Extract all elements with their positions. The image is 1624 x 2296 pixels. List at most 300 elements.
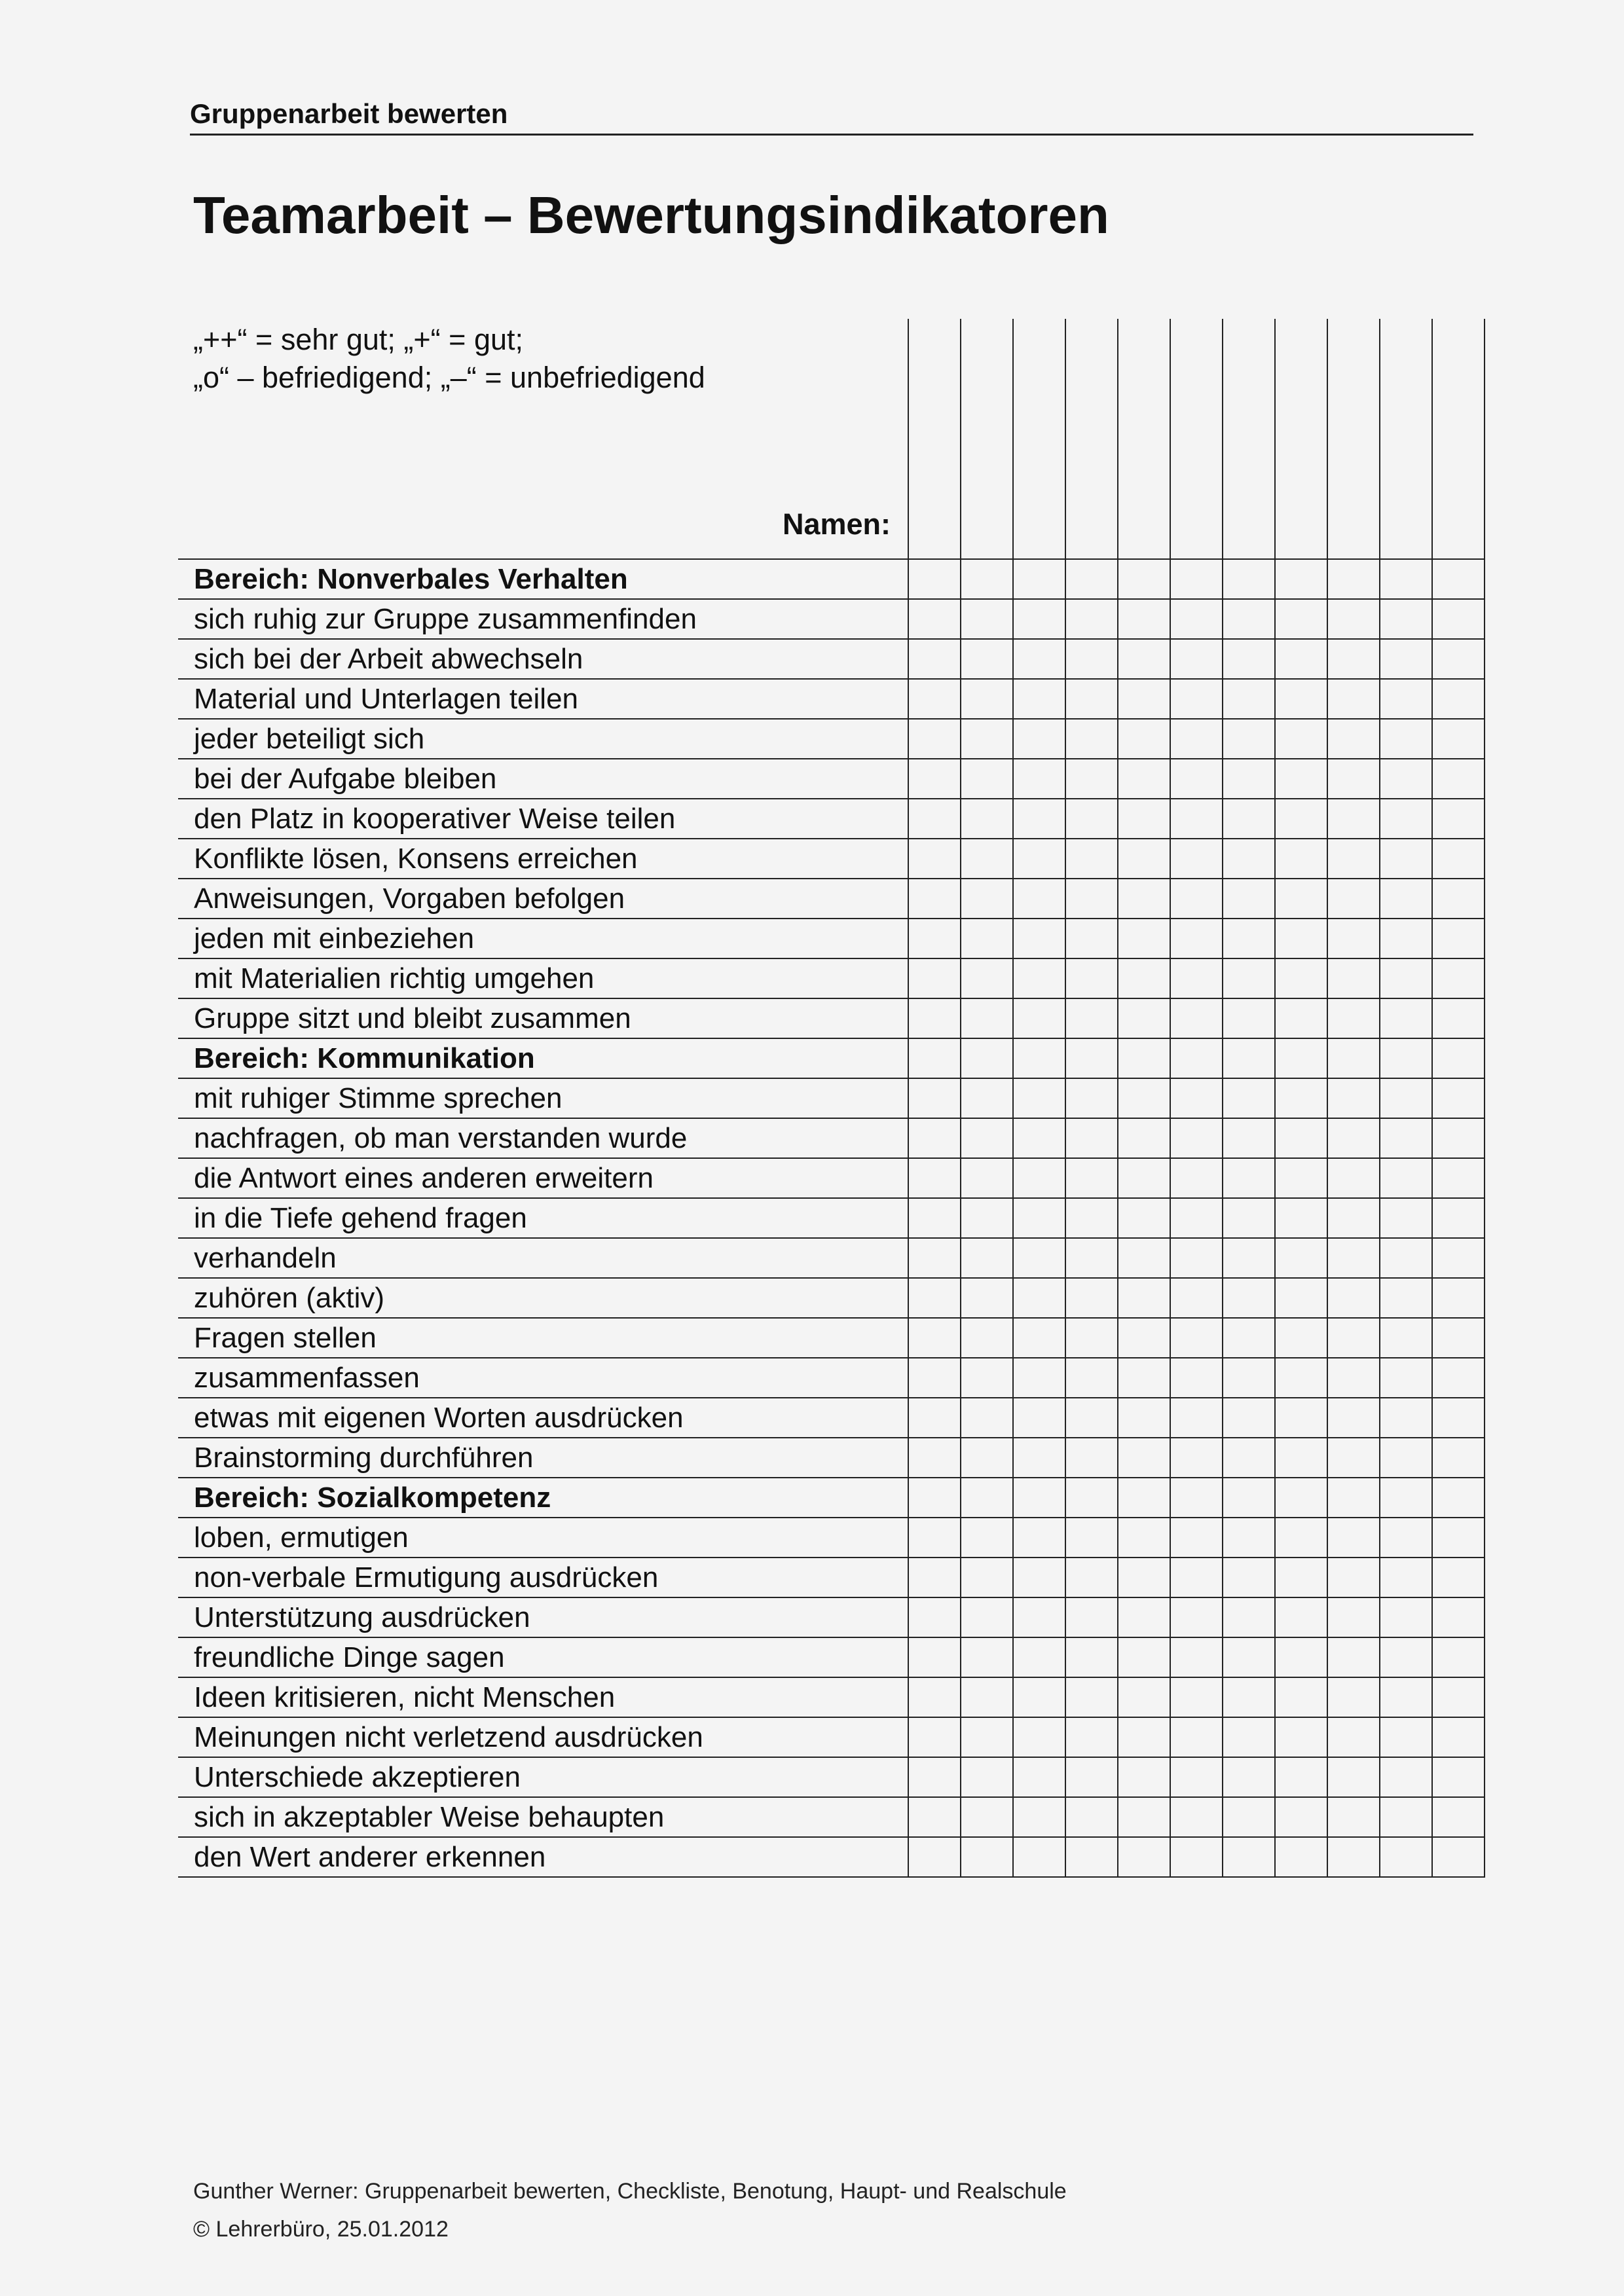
rating-cell[interactable] xyxy=(1380,1318,1432,1358)
rating-cell[interactable] xyxy=(961,1238,1013,1278)
rating-cell[interactable] xyxy=(908,998,961,1038)
rating-cell[interactable] xyxy=(1432,1637,1485,1677)
rating-cell[interactable] xyxy=(1118,1358,1170,1398)
rating-cell[interactable] xyxy=(1327,1038,1380,1078)
rating-cell[interactable] xyxy=(1065,1757,1118,1797)
rating-cell[interactable] xyxy=(1432,1438,1485,1478)
rating-cell[interactable] xyxy=(1327,1118,1380,1158)
rating-cell[interactable] xyxy=(908,759,961,799)
rating-cell[interactable] xyxy=(1432,559,1485,599)
rating-cell[interactable] xyxy=(1275,1677,1327,1717)
rating-cell[interactable] xyxy=(1380,879,1432,919)
rating-cell[interactable] xyxy=(1327,1398,1380,1438)
rating-cell[interactable] xyxy=(1013,879,1065,919)
rating-cell[interactable] xyxy=(908,559,961,599)
rating-cell[interactable] xyxy=(1327,1278,1380,1318)
rating-cell[interactable] xyxy=(908,1078,961,1118)
rating-cell[interactable] xyxy=(1065,1358,1118,1398)
rating-cell[interactable] xyxy=(1118,919,1170,958)
rating-cell[interactable] xyxy=(1118,1398,1170,1438)
rating-cell[interactable] xyxy=(1170,1198,1223,1238)
rating-cell[interactable] xyxy=(1170,1318,1223,1358)
rating-cell[interactable] xyxy=(1223,1198,1275,1238)
rating-cell[interactable] xyxy=(908,1597,961,1637)
rating-cell[interactable] xyxy=(1170,1677,1223,1717)
rating-cell[interactable] xyxy=(1223,1438,1275,1478)
rating-cell[interactable] xyxy=(1327,1478,1380,1518)
rating-cell[interactable] xyxy=(1380,1238,1432,1278)
rating-cell[interactable] xyxy=(961,1797,1013,1837)
rating-cell[interactable] xyxy=(1065,1478,1118,1518)
rating-cell[interactable] xyxy=(1380,1398,1432,1438)
rating-cell[interactable] xyxy=(1118,1558,1170,1597)
rating-cell[interactable] xyxy=(1275,958,1327,998)
rating-cell[interactable] xyxy=(1118,1677,1170,1717)
rating-cell[interactable] xyxy=(1065,1158,1118,1198)
rating-cell[interactable] xyxy=(1013,1278,1065,1318)
rating-cell[interactable] xyxy=(1432,1478,1485,1518)
rating-cell[interactable] xyxy=(908,639,961,679)
rating-cell[interactable] xyxy=(1013,1238,1065,1278)
rating-cell[interactable] xyxy=(1118,1318,1170,1358)
rating-cell[interactable] xyxy=(1275,799,1327,839)
rating-cell[interactable] xyxy=(1118,1438,1170,1478)
rating-cell[interactable] xyxy=(908,1278,961,1318)
rating-cell[interactable] xyxy=(1275,679,1327,719)
rating-cell[interactable] xyxy=(908,1797,961,1837)
rating-cell[interactable] xyxy=(1013,1717,1065,1757)
rating-cell[interactable] xyxy=(1170,1478,1223,1518)
rating-cell[interactable] xyxy=(1380,1677,1432,1717)
rating-cell[interactable] xyxy=(1380,1078,1432,1118)
rating-cell[interactable] xyxy=(1275,719,1327,759)
rating-cell[interactable] xyxy=(1432,1597,1485,1637)
rating-cell[interactable] xyxy=(1223,919,1275,958)
rating-cell[interactable] xyxy=(1380,1717,1432,1757)
name-header-cell[interactable] xyxy=(1223,319,1275,559)
rating-cell[interactable] xyxy=(1327,879,1380,919)
rating-cell[interactable] xyxy=(1380,1478,1432,1518)
rating-cell[interactable] xyxy=(1013,639,1065,679)
name-header-cell[interactable] xyxy=(1170,319,1223,559)
rating-cell[interactable] xyxy=(1170,1837,1223,1877)
rating-cell[interactable] xyxy=(1170,1078,1223,1118)
rating-cell[interactable] xyxy=(961,1318,1013,1358)
name-header-cell[interactable] xyxy=(1118,319,1170,559)
rating-cell[interactable] xyxy=(1327,719,1380,759)
rating-cell[interactable] xyxy=(1432,879,1485,919)
rating-cell[interactable] xyxy=(1223,1238,1275,1278)
rating-cell[interactable] xyxy=(1118,1158,1170,1198)
rating-cell[interactable] xyxy=(1013,599,1065,639)
rating-cell[interactable] xyxy=(961,719,1013,759)
rating-cell[interactable] xyxy=(1223,1038,1275,1078)
rating-cell[interactable] xyxy=(1380,1558,1432,1597)
rating-cell[interactable] xyxy=(1275,1637,1327,1677)
rating-cell[interactable] xyxy=(1065,1278,1118,1318)
rating-cell[interactable] xyxy=(1327,1797,1380,1837)
rating-cell[interactable] xyxy=(961,1518,1013,1558)
rating-cell[interactable] xyxy=(1432,719,1485,759)
rating-cell[interactable] xyxy=(1065,1518,1118,1558)
rating-cell[interactable] xyxy=(908,1837,961,1877)
rating-cell[interactable] xyxy=(1065,919,1118,958)
rating-cell[interactable] xyxy=(1065,719,1118,759)
rating-cell[interactable] xyxy=(1380,1797,1432,1837)
rating-cell[interactable] xyxy=(1327,1558,1380,1597)
rating-cell[interactable] xyxy=(1223,639,1275,679)
rating-cell[interactable] xyxy=(1432,1118,1485,1158)
rating-cell[interactable] xyxy=(1275,1717,1327,1757)
rating-cell[interactable] xyxy=(1013,679,1065,719)
name-header-cell[interactable] xyxy=(908,319,961,559)
rating-cell[interactable] xyxy=(1380,1158,1432,1198)
rating-cell[interactable] xyxy=(1118,799,1170,839)
rating-cell[interactable] xyxy=(1223,998,1275,1038)
rating-cell[interactable] xyxy=(1380,1518,1432,1558)
rating-cell[interactable] xyxy=(1432,1038,1485,1078)
rating-cell[interactable] xyxy=(1118,1757,1170,1797)
rating-cell[interactable] xyxy=(1275,919,1327,958)
rating-cell[interactable] xyxy=(1118,1478,1170,1518)
rating-cell[interactable] xyxy=(1223,1797,1275,1837)
rating-cell[interactable] xyxy=(1118,879,1170,919)
rating-cell[interactable] xyxy=(1275,1238,1327,1278)
rating-cell[interactable] xyxy=(961,1558,1013,1597)
rating-cell[interactable] xyxy=(1170,1597,1223,1637)
rating-cell[interactable] xyxy=(1223,599,1275,639)
rating-cell[interactable] xyxy=(1327,1358,1380,1398)
rating-cell[interactable] xyxy=(1013,1358,1065,1398)
rating-cell[interactable] xyxy=(1380,998,1432,1038)
rating-cell[interactable] xyxy=(1013,998,1065,1038)
rating-cell[interactable] xyxy=(908,1438,961,1478)
rating-cell[interactable] xyxy=(1065,1318,1118,1358)
rating-cell[interactable] xyxy=(1223,1118,1275,1158)
rating-cell[interactable] xyxy=(961,958,1013,998)
rating-cell[interactable] xyxy=(1432,1358,1485,1398)
rating-cell[interactable] xyxy=(908,1158,961,1198)
rating-cell[interactable] xyxy=(1275,1478,1327,1518)
rating-cell[interactable] xyxy=(1170,1038,1223,1078)
rating-cell[interactable] xyxy=(1380,759,1432,799)
rating-cell[interactable] xyxy=(1223,1637,1275,1677)
rating-cell[interactable] xyxy=(961,1837,1013,1877)
rating-cell[interactable] xyxy=(1223,1158,1275,1198)
rating-cell[interactable] xyxy=(1432,1677,1485,1717)
name-header-cell[interactable] xyxy=(1432,319,1485,559)
rating-cell[interactable] xyxy=(1118,1118,1170,1158)
name-header-cell[interactable] xyxy=(1013,319,1065,559)
rating-cell[interactable] xyxy=(961,998,1013,1038)
rating-cell[interactable] xyxy=(1223,1677,1275,1717)
rating-cell[interactable] xyxy=(1118,998,1170,1038)
rating-cell[interactable] xyxy=(1065,1837,1118,1877)
rating-cell[interactable] xyxy=(1432,1158,1485,1198)
rating-cell[interactable] xyxy=(1380,559,1432,599)
rating-cell[interactable] xyxy=(1065,1038,1118,1078)
rating-cell[interactable] xyxy=(1170,759,1223,799)
rating-cell[interactable] xyxy=(1275,1518,1327,1558)
rating-cell[interactable] xyxy=(1170,599,1223,639)
rating-cell[interactable] xyxy=(1327,599,1380,639)
rating-cell[interactable] xyxy=(1380,839,1432,879)
rating-cell[interactable] xyxy=(1275,1118,1327,1158)
rating-cell[interactable] xyxy=(1327,639,1380,679)
rating-cell[interactable] xyxy=(961,1158,1013,1198)
name-header-cell[interactable] xyxy=(1275,319,1327,559)
rating-cell[interactable] xyxy=(1170,1438,1223,1478)
rating-cell[interactable] xyxy=(1223,879,1275,919)
rating-cell[interactable] xyxy=(1275,1438,1327,1478)
rating-cell[interactable] xyxy=(1065,1597,1118,1637)
rating-cell[interactable] xyxy=(1327,1597,1380,1637)
rating-cell[interactable] xyxy=(1275,1278,1327,1318)
rating-cell[interactable] xyxy=(908,1677,961,1717)
rating-cell[interactable] xyxy=(1432,1797,1485,1837)
rating-cell[interactable] xyxy=(1275,879,1327,919)
rating-cell[interactable] xyxy=(1065,1637,1118,1677)
rating-cell[interactable] xyxy=(1118,958,1170,998)
rating-cell[interactable] xyxy=(1327,1677,1380,1717)
rating-cell[interactable] xyxy=(908,1398,961,1438)
rating-cell[interactable] xyxy=(1327,1078,1380,1118)
rating-cell[interactable] xyxy=(1275,1078,1327,1118)
rating-cell[interactable] xyxy=(961,1438,1013,1478)
rating-cell[interactable] xyxy=(1327,799,1380,839)
rating-cell[interactable] xyxy=(1118,1278,1170,1318)
rating-cell[interactable] xyxy=(1380,679,1432,719)
rating-cell[interactable] xyxy=(1065,1438,1118,1478)
rating-cell[interactable] xyxy=(908,1558,961,1597)
rating-cell[interactable] xyxy=(1275,839,1327,879)
rating-cell[interactable] xyxy=(1223,1757,1275,1797)
rating-cell[interactable] xyxy=(1170,639,1223,679)
rating-cell[interactable] xyxy=(961,639,1013,679)
rating-cell[interactable] xyxy=(1170,1238,1223,1278)
rating-cell[interactable] xyxy=(1065,1717,1118,1757)
rating-cell[interactable] xyxy=(908,1637,961,1677)
rating-cell[interactable] xyxy=(1118,1797,1170,1837)
rating-cell[interactable] xyxy=(908,1518,961,1558)
rating-cell[interactable] xyxy=(961,1398,1013,1438)
rating-cell[interactable] xyxy=(1013,1198,1065,1238)
rating-cell[interactable] xyxy=(1065,1198,1118,1238)
rating-cell[interactable] xyxy=(1327,839,1380,879)
rating-cell[interactable] xyxy=(1170,879,1223,919)
rating-cell[interactable] xyxy=(1065,879,1118,919)
rating-cell[interactable] xyxy=(1223,1318,1275,1358)
rating-cell[interactable] xyxy=(1170,1158,1223,1198)
rating-cell[interactable] xyxy=(1065,1118,1118,1158)
rating-cell[interactable] xyxy=(1432,1717,1485,1757)
rating-cell[interactable] xyxy=(961,1198,1013,1238)
rating-cell[interactable] xyxy=(961,759,1013,799)
rating-cell[interactable] xyxy=(908,1118,961,1158)
rating-cell[interactable] xyxy=(1118,1717,1170,1757)
rating-cell[interactable] xyxy=(1275,639,1327,679)
rating-cell[interactable] xyxy=(908,879,961,919)
rating-cell[interactable] xyxy=(1170,1558,1223,1597)
rating-cell[interactable] xyxy=(1013,1318,1065,1358)
rating-cell[interactable] xyxy=(1275,1318,1327,1358)
rating-cell[interactable] xyxy=(1065,599,1118,639)
rating-cell[interactable] xyxy=(1223,1078,1275,1118)
rating-cell[interactable] xyxy=(908,1238,961,1278)
rating-cell[interactable] xyxy=(1223,958,1275,998)
rating-cell[interactable] xyxy=(1065,1238,1118,1278)
rating-cell[interactable] xyxy=(1432,919,1485,958)
rating-cell[interactable] xyxy=(1013,1558,1065,1597)
rating-cell[interactable] xyxy=(1170,839,1223,879)
rating-cell[interactable] xyxy=(961,1038,1013,1078)
rating-cell[interactable] xyxy=(1170,958,1223,998)
rating-cell[interactable] xyxy=(1380,599,1432,639)
rating-cell[interactable] xyxy=(1065,679,1118,719)
rating-cell[interactable] xyxy=(1275,1837,1327,1877)
rating-cell[interactable] xyxy=(1013,1398,1065,1438)
rating-cell[interactable] xyxy=(1432,998,1485,1038)
rating-cell[interactable] xyxy=(1013,1438,1065,1478)
rating-cell[interactable] xyxy=(1327,679,1380,719)
rating-cell[interactable] xyxy=(1327,1158,1380,1198)
rating-cell[interactable] xyxy=(1432,1078,1485,1118)
rating-cell[interactable] xyxy=(1275,1158,1327,1198)
rating-cell[interactable] xyxy=(908,679,961,719)
rating-cell[interactable] xyxy=(1118,1198,1170,1238)
rating-cell[interactable] xyxy=(1327,1198,1380,1238)
rating-cell[interactable] xyxy=(1170,559,1223,599)
rating-cell[interactable] xyxy=(1223,1358,1275,1398)
rating-cell[interactable] xyxy=(1170,1518,1223,1558)
rating-cell[interactable] xyxy=(1013,759,1065,799)
rating-cell[interactable] xyxy=(1223,719,1275,759)
rating-cell[interactable] xyxy=(961,1118,1013,1158)
rating-cell[interactable] xyxy=(1223,1478,1275,1518)
rating-cell[interactable] xyxy=(908,839,961,879)
rating-cell[interactable] xyxy=(1380,1118,1432,1158)
rating-cell[interactable] xyxy=(961,919,1013,958)
rating-cell[interactable] xyxy=(908,1038,961,1078)
rating-cell[interactable] xyxy=(1432,1518,1485,1558)
name-header-cell[interactable] xyxy=(1327,319,1380,559)
rating-cell[interactable] xyxy=(1223,1717,1275,1757)
rating-cell[interactable] xyxy=(1170,1118,1223,1158)
rating-cell[interactable] xyxy=(1065,1398,1118,1438)
rating-cell[interactable] xyxy=(1275,1597,1327,1637)
rating-cell[interactable] xyxy=(1065,1677,1118,1717)
rating-cell[interactable] xyxy=(1432,1757,1485,1797)
rating-cell[interactable] xyxy=(1327,1238,1380,1278)
rating-cell[interactable] xyxy=(961,1278,1013,1318)
rating-cell[interactable] xyxy=(1118,559,1170,599)
rating-cell[interactable] xyxy=(961,1757,1013,1797)
rating-cell[interactable] xyxy=(1275,1757,1327,1797)
rating-cell[interactable] xyxy=(908,1717,961,1757)
rating-cell[interactable] xyxy=(1013,1637,1065,1677)
rating-cell[interactable] xyxy=(1432,1837,1485,1877)
rating-cell[interactable] xyxy=(1013,1478,1065,1518)
rating-cell[interactable] xyxy=(1223,1837,1275,1877)
rating-cell[interactable] xyxy=(1118,1238,1170,1278)
rating-cell[interactable] xyxy=(908,1757,961,1797)
rating-cell[interactable] xyxy=(1275,759,1327,799)
rating-cell[interactable] xyxy=(1327,1518,1380,1558)
name-header-cell[interactable] xyxy=(961,319,1013,559)
rating-cell[interactable] xyxy=(1380,719,1432,759)
rating-cell[interactable] xyxy=(908,719,961,759)
rating-cell[interactable] xyxy=(1170,1398,1223,1438)
rating-cell[interactable] xyxy=(1223,1518,1275,1558)
name-header-cell[interactable] xyxy=(1380,319,1432,559)
rating-cell[interactable] xyxy=(908,1358,961,1398)
rating-cell[interactable] xyxy=(1380,799,1432,839)
rating-cell[interactable] xyxy=(1432,759,1485,799)
rating-cell[interactable] xyxy=(1170,998,1223,1038)
rating-cell[interactable] xyxy=(908,599,961,639)
rating-cell[interactable] xyxy=(1380,1757,1432,1797)
rating-cell[interactable] xyxy=(1170,679,1223,719)
rating-cell[interactable] xyxy=(1380,1198,1432,1238)
rating-cell[interactable] xyxy=(1065,839,1118,879)
rating-cell[interactable] xyxy=(1432,1558,1485,1597)
rating-cell[interactable] xyxy=(1013,1518,1065,1558)
rating-cell[interactable] xyxy=(1013,1677,1065,1717)
rating-cell[interactable] xyxy=(1275,559,1327,599)
rating-cell[interactable] xyxy=(1065,759,1118,799)
rating-cell[interactable] xyxy=(961,1677,1013,1717)
rating-cell[interactable] xyxy=(1432,599,1485,639)
rating-cell[interactable] xyxy=(1380,1637,1432,1677)
rating-cell[interactable] xyxy=(1065,1797,1118,1837)
rating-cell[interactable] xyxy=(1118,1637,1170,1677)
rating-cell[interactable] xyxy=(961,1597,1013,1637)
rating-cell[interactable] xyxy=(1118,639,1170,679)
rating-cell[interactable] xyxy=(961,1358,1013,1398)
rating-cell[interactable] xyxy=(1432,1318,1485,1358)
rating-cell[interactable] xyxy=(1065,639,1118,679)
rating-cell[interactable] xyxy=(1223,1558,1275,1597)
rating-cell[interactable] xyxy=(1013,719,1065,759)
rating-cell[interactable] xyxy=(908,1478,961,1518)
rating-cell[interactable] xyxy=(1275,1797,1327,1837)
rating-cell[interactable] xyxy=(961,599,1013,639)
rating-cell[interactable] xyxy=(1327,958,1380,998)
rating-cell[interactable] xyxy=(1013,1757,1065,1797)
rating-cell[interactable] xyxy=(1432,679,1485,719)
rating-cell[interactable] xyxy=(961,839,1013,879)
rating-cell[interactable] xyxy=(1013,1797,1065,1837)
rating-cell[interactable] xyxy=(1170,1358,1223,1398)
rating-cell[interactable] xyxy=(1170,919,1223,958)
rating-cell[interactable] xyxy=(1065,559,1118,599)
rating-cell[interactable] xyxy=(961,879,1013,919)
rating-cell[interactable] xyxy=(1223,759,1275,799)
rating-cell[interactable] xyxy=(1065,1078,1118,1118)
rating-cell[interactable] xyxy=(1380,1358,1432,1398)
rating-cell[interactable] xyxy=(1275,599,1327,639)
rating-cell[interactable] xyxy=(1327,1757,1380,1797)
rating-cell[interactable] xyxy=(1380,639,1432,679)
rating-cell[interactable] xyxy=(1118,1078,1170,1118)
rating-cell[interactable] xyxy=(1327,919,1380,958)
rating-cell[interactable] xyxy=(1170,719,1223,759)
rating-cell[interactable] xyxy=(1432,1238,1485,1278)
rating-cell[interactable] xyxy=(1170,799,1223,839)
rating-cell[interactable] xyxy=(1013,1837,1065,1877)
rating-cell[interactable] xyxy=(1065,1558,1118,1597)
rating-cell[interactable] xyxy=(1013,919,1065,958)
